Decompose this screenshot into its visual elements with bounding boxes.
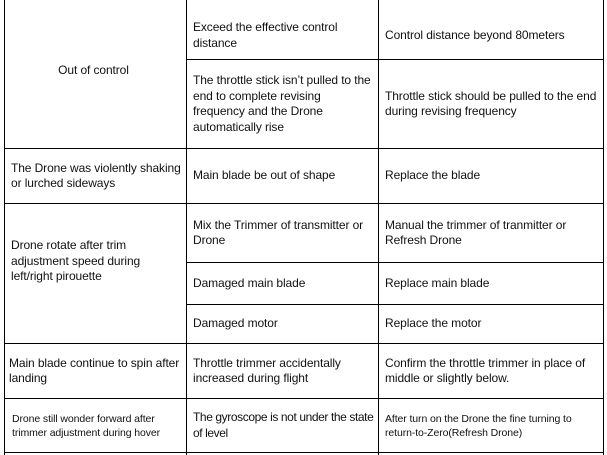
remedy-text: Control distance beyond 80meters xyxy=(385,27,565,42)
remedy-text: Replace the motor xyxy=(385,316,482,331)
cause-text: Exceed the effective control distance xyxy=(193,20,338,50)
cause-cell xyxy=(187,399,378,452)
table-border-bottom xyxy=(4,452,604,453)
problem-cell xyxy=(5,0,186,148)
cause-cell xyxy=(187,60,378,148)
problem-cell xyxy=(5,344,186,398)
cause-text: Mix the Trimmer of transmitter or Drone xyxy=(193,217,364,247)
cause-text: The throttle stick isn’t pulled to the end to complete revising frequency and the Drone automatically rise xyxy=(193,73,371,134)
problem-text: Drone rotate after trim adjustment speed during left/right pirouette xyxy=(11,238,141,283)
cause-text: Damaged motor xyxy=(193,316,278,331)
remedy-cell xyxy=(379,60,603,148)
remedy-cell xyxy=(379,344,603,398)
cause-text: Throttle trimmer accidentally increased during flight xyxy=(193,355,341,385)
cause-cell xyxy=(187,263,378,304)
cause-text: The gyroscope is not under the state of level xyxy=(193,410,374,440)
cause-cell xyxy=(187,204,378,262)
remedy-cell xyxy=(379,0,603,59)
problem-text: Main blade continue to spin after landing xyxy=(9,355,180,385)
problem-cell xyxy=(5,399,186,452)
cause-cell xyxy=(187,0,378,59)
remedy-cell xyxy=(379,204,603,262)
remedy-text: Replace main blade xyxy=(385,275,490,290)
problem-text: Drone still wonder forward after trimmer adjustment during hover xyxy=(12,412,161,439)
remedy-cell xyxy=(379,305,603,343)
problem-text: Out of control xyxy=(58,63,129,78)
cause-cell xyxy=(187,149,378,203)
remedy-text: Throttle stick should be pulled to the end during revising frequency xyxy=(385,88,597,118)
remedy-cell xyxy=(379,399,603,452)
remedy-text: Manual the trimmer of tranmitter or Refresh Drone xyxy=(385,217,567,247)
remedy-text: Replace the blade xyxy=(385,168,481,183)
problem-cell xyxy=(5,149,186,203)
problem-cell xyxy=(5,204,186,343)
cause-text: Damaged main blade xyxy=(193,275,306,290)
remedy-cell xyxy=(379,263,603,304)
cause-cell xyxy=(187,305,378,343)
cause-text: Main blade be out of shape xyxy=(193,168,336,183)
problem-text: The Drone was violently shaking or lurched sideways xyxy=(11,160,181,190)
remedy-text: After turn on the Drone the fine turning to return-to-Zero(Refresh Drone) xyxy=(385,412,572,439)
table-border-right xyxy=(603,0,604,455)
cause-cell xyxy=(187,344,378,398)
remedy-text: Confirm the throttle trimmer in place of middle or slightly below. xyxy=(385,355,586,385)
remedy-cell xyxy=(379,149,603,203)
